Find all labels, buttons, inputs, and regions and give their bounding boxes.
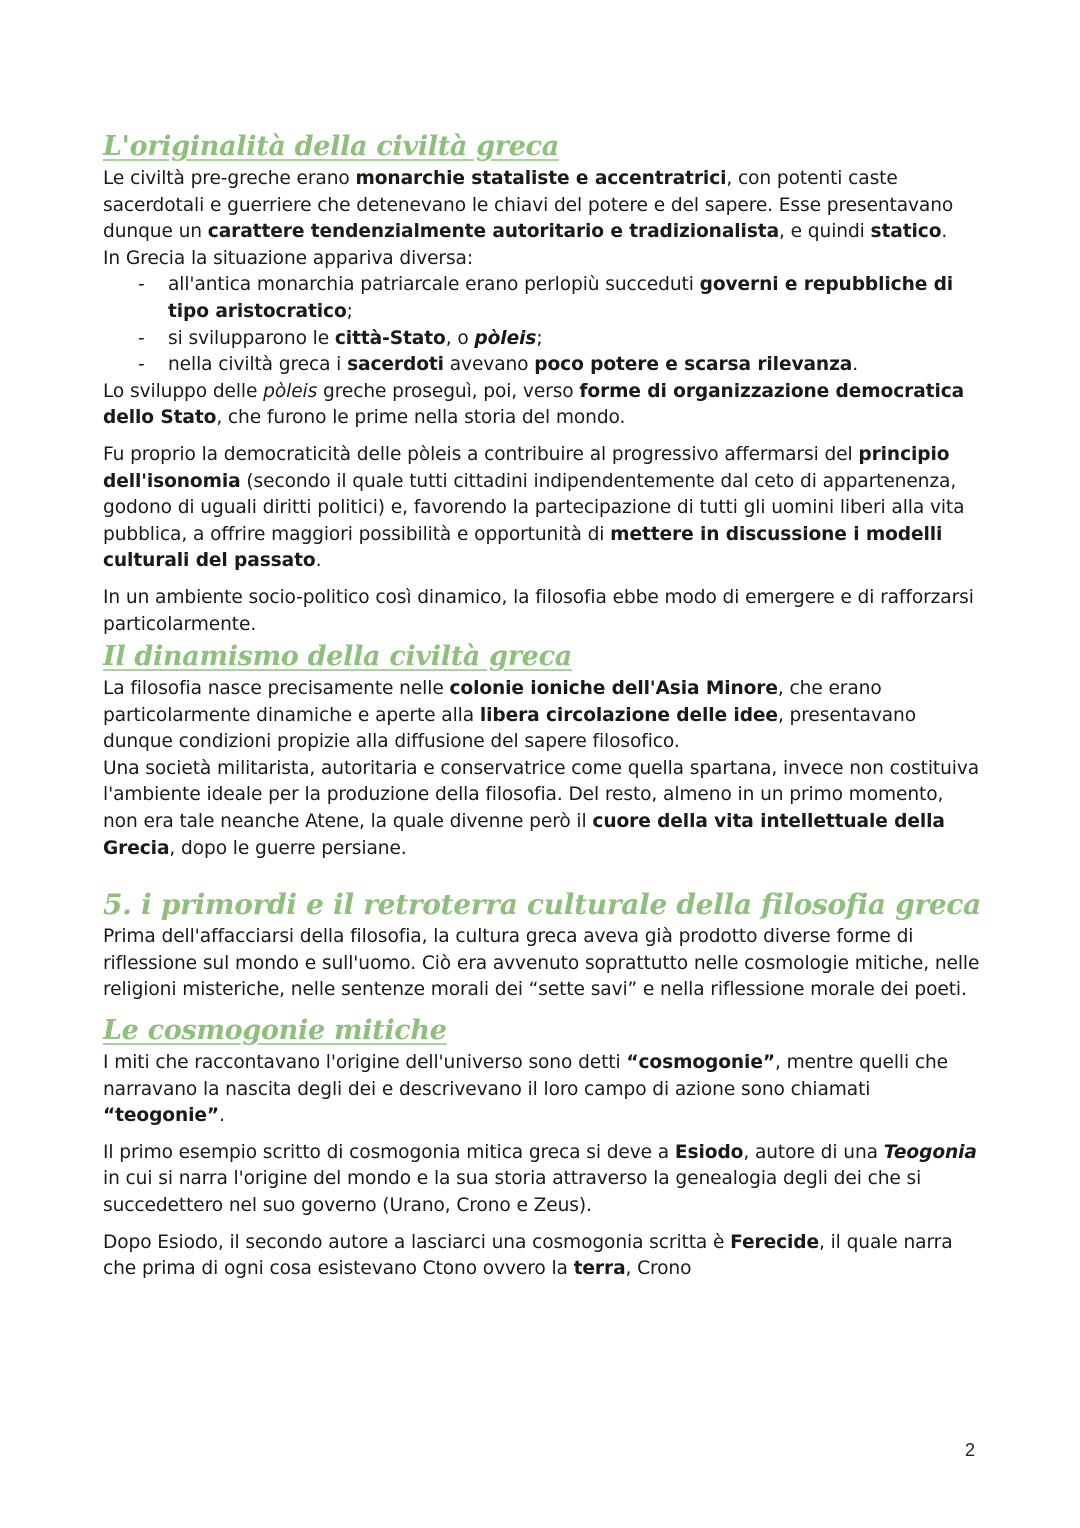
paragraph: I miti che raccontavano l'origine dell'universo sono detti “cosmogonie”, mentre quelli che narravano la nascita degli dei e descrivevano il loro campo di azione sono chiamati “teogonie”.: [103, 1052, 948, 1127]
document-page: [103, 128, 983, 1283]
bullet-list: [103, 272, 983, 378]
paragraph: In un ambiente socio-politico così dinamico, la filosofia ebbe modo di emergere e di rafforzarsi particolarmente.: [103, 586, 974, 635]
paragraph: Le civiltà pre-greche erano monarchie stataliste e accentratrici, con potenti caste sacerdotali e guerriere che detenevano le chiavi del potere e del sapere. Esse presentavano dunque un carattere tendenzialmente autoritario e tradizionalista, e quindi statico.: [103, 168, 954, 243]
paragraph: Prima dell'affacciarsi della filosofia, la cultura greca aveva già prodotto diverse forme di riflessione sul mondo e sull'uomo. Ciò era avvenuto soprattutto nelle cosmologie mitiche, nelle religioni misteriche, nelle sentenze morali dei “sette savi” e nella riflessione morale dei poeti.: [103, 926, 980, 1001]
paragraph: Il primo esempio scritto di cosmogonia mitica greca si deve a Esiodo, autore di una Teogonia in cui si narra l'origine del mondo e la sua storia attraverso la genealogia degli dei che si succedettero nel suo governo (Urano, Crono e Zeus).: [103, 1141, 977, 1216]
heading-primordi: 5. i primordi e il retroterra culturale della filosofia greca: [103, 888, 982, 922]
list-item: - all'antica monarchia patriarcale erano perlopiù succeduti governi e repubbliche di tipo aristocratico;: [138, 274, 954, 322]
paragraph: Una società militarista, autoritaria e conservatrice come quella spartana, invece non costituiva l'ambiente ideale per la produzione della filosofia. Del resto, almeno in un primo momento, non era tale neanche Atene, la quale divenne però il cuore della vita intellettuale della Grecia, dopo le guerre persiane.: [103, 757, 980, 859]
page-number: 2: [965, 1440, 976, 1460]
list-item: - nella civiltà greca i sacerdoti avevano poco potere e scarsa rilevanza.: [138, 354, 859, 376]
heading-originalita: L'originalità della civiltà greca: [103, 131, 559, 162]
list-item: - si svilupparono le città-Stato, o pòleis;: [138, 327, 543, 349]
paragraph: La filosofia nasce precisamente nelle colonie ioniche dell'Asia Minore, che erano particolarmente dinamiche e aperte alla libera circolazione delle idee, presentavano dunque condizioni propizie alla diffusione del sapere filosofico.: [103, 678, 916, 753]
heading-dinamismo: Il dinamismo della civiltà greca: [103, 641, 572, 673]
paragraph: In Grecia la situazione appariva diversa:: [103, 247, 473, 269]
paragraph: Dopo Esiodo, il secondo autore a lasciarci una cosmogonia scritta è Ferecide, il quale narra che prima di ogni cosa esistevano Ctono ovvero la terra, Crono: [103, 1231, 953, 1280]
paragraph: Fu proprio la democraticità delle pòleis a contribuire al progressivo affermarsi del principio dell'isonomia (secondo il quale tutti cittadini indipendentemente dal ceto di appartenenza, godono di uguali diritti politici) e, favorendo la partecipazione di tutti gli uomini liberi alla vita pubblica, a offrire maggiori possibilità e opportunità di mettere in discussione i modelli culturali del passato.: [103, 443, 965, 572]
paragraph: Lo sviluppo delle pòleis greche proseguì, poi, verso forme di organizzazione democratica dello Stato, che furono le prime nella storia del mondo.: [103, 380, 965, 429]
heading-cosmogonie: Le cosmogonie mitiche: [103, 1015, 447, 1047]
